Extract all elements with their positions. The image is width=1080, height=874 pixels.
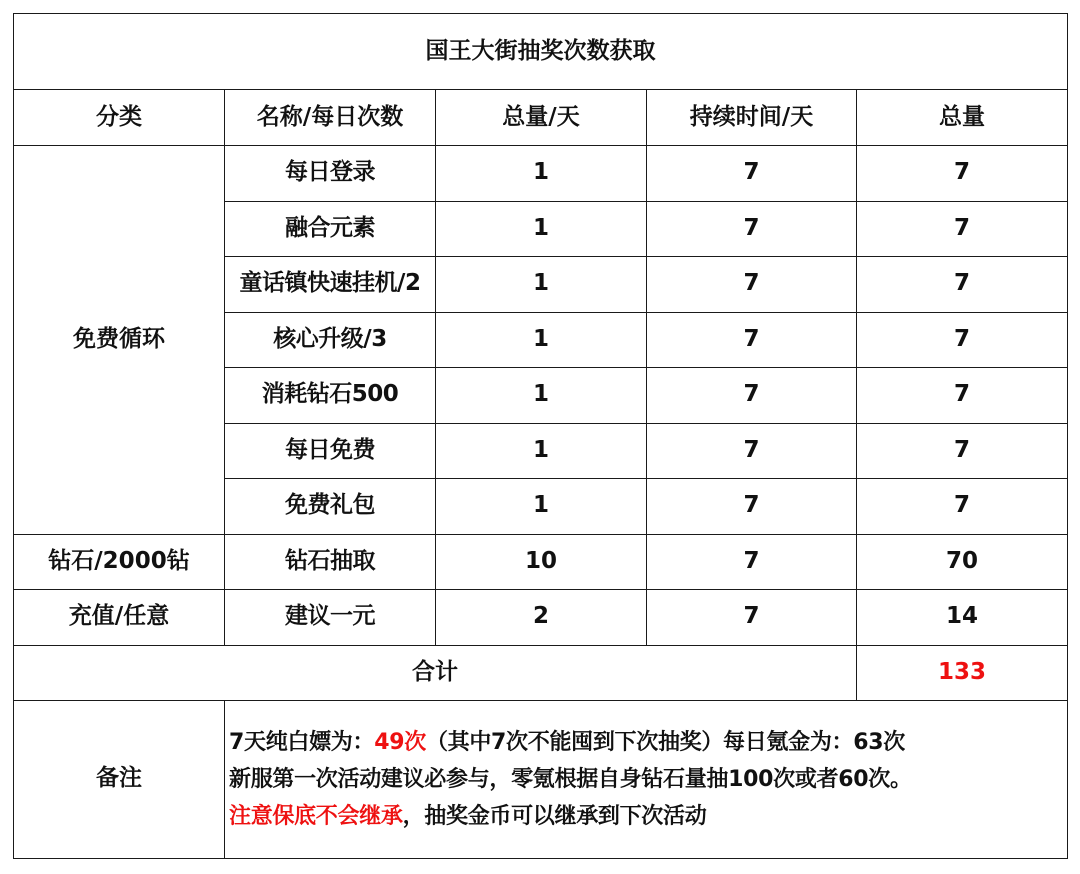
total-cell: 7 bbox=[857, 423, 1068, 479]
category-cell: 免费循环 bbox=[14, 146, 225, 535]
total-cell: 70 bbox=[857, 534, 1068, 590]
duration-cell: 7 bbox=[647, 257, 857, 313]
table-row bbox=[14, 534, 1068, 590]
lottery-count-table bbox=[13, 13, 1068, 859]
duration-cell: 7 bbox=[647, 534, 857, 590]
total-cell: 7 bbox=[857, 146, 1068, 202]
item-name-cell: 每日登录 bbox=[225, 146, 436, 202]
summary-value: 133 bbox=[857, 645, 1068, 700]
total-cell: 7 bbox=[857, 479, 1068, 535]
item-name-cell: 核心升级/3 bbox=[225, 312, 436, 368]
duration-cell: 7 bbox=[647, 590, 857, 646]
notes-line-3-text-b: ，抽奖金币可以继承到下次活动 bbox=[402, 803, 707, 829]
total-cell: 7 bbox=[857, 201, 1068, 257]
summary-label: 合计 bbox=[14, 645, 857, 700]
daily-count-cell: 1 bbox=[436, 423, 647, 479]
notes-line-1-text-c: （其中7次不能囤到下次抽奖）每日氪金为：63次 bbox=[425, 729, 905, 755]
daily-count-cell: 1 bbox=[436, 312, 647, 368]
daily-count-cell: 1 bbox=[436, 201, 647, 257]
column-header-daily-total: 总量/天 bbox=[436, 90, 647, 146]
column-header-name: 名称/每日次数 bbox=[225, 90, 436, 146]
item-name-cell: 每日免费 bbox=[225, 423, 436, 479]
daily-count-cell: 2 bbox=[436, 590, 647, 646]
notes-line-2: 新服第一次活动建议必参与，零氪根据自身钻石量抽100次或者60次。 bbox=[229, 766, 912, 792]
item-name-cell: 消耗钻石500 bbox=[225, 368, 436, 424]
daily-count-cell: 1 bbox=[436, 479, 647, 535]
item-name-cell: 免费礼包 bbox=[225, 479, 436, 535]
duration-cell: 7 bbox=[647, 312, 857, 368]
notes-row bbox=[14, 700, 1068, 858]
item-name-cell: 融合元素 bbox=[225, 201, 436, 257]
daily-count-cell: 1 bbox=[436, 146, 647, 202]
header-row bbox=[14, 90, 1068, 146]
daily-count-cell: 10 bbox=[436, 534, 647, 590]
table-row bbox=[14, 590, 1068, 646]
notes-line-3 bbox=[229, 798, 1067, 835]
item-name-cell: 童话镇快速挂机/2 bbox=[225, 257, 436, 313]
notes-content bbox=[225, 700, 1068, 858]
summary-row bbox=[14, 645, 1068, 700]
column-header-duration: 持续时间/天 bbox=[647, 90, 857, 146]
duration-cell: 7 bbox=[647, 479, 857, 535]
total-cell: 14 bbox=[857, 590, 1068, 646]
free-count-highlight: 49次 bbox=[374, 729, 426, 755]
daily-count-cell: 1 bbox=[436, 368, 647, 424]
item-name-cell: 建议一元 bbox=[225, 590, 436, 646]
total-cell: 7 bbox=[857, 257, 1068, 313]
column-header-category: 分类 bbox=[14, 90, 225, 146]
notes-label: 备注 bbox=[14, 700, 225, 858]
notes-line-1-text-a: 7天纯白嫖为： bbox=[229, 729, 375, 755]
duration-cell: 7 bbox=[647, 201, 857, 257]
duration-cell: 7 bbox=[647, 146, 857, 202]
table-title: 国王大街抽奖次数获取 bbox=[14, 14, 1068, 90]
pity-warning-highlight: 注意保底不会继承 bbox=[229, 803, 403, 829]
total-cell: 7 bbox=[857, 312, 1068, 368]
column-header-total: 总量 bbox=[857, 90, 1068, 146]
duration-cell: 7 bbox=[647, 368, 857, 424]
daily-count-cell: 1 bbox=[436, 257, 647, 313]
duration-cell: 7 bbox=[647, 423, 857, 479]
category-cell: 钻石/2000钻 bbox=[14, 534, 225, 590]
total-cell: 7 bbox=[857, 368, 1068, 424]
title-row bbox=[14, 14, 1068, 90]
table-row bbox=[14, 146, 1068, 202]
notes-line-1 bbox=[229, 724, 1067, 761]
item-name-cell: 钻石抽取 bbox=[225, 534, 436, 590]
category-cell: 充值/任意 bbox=[14, 590, 225, 646]
